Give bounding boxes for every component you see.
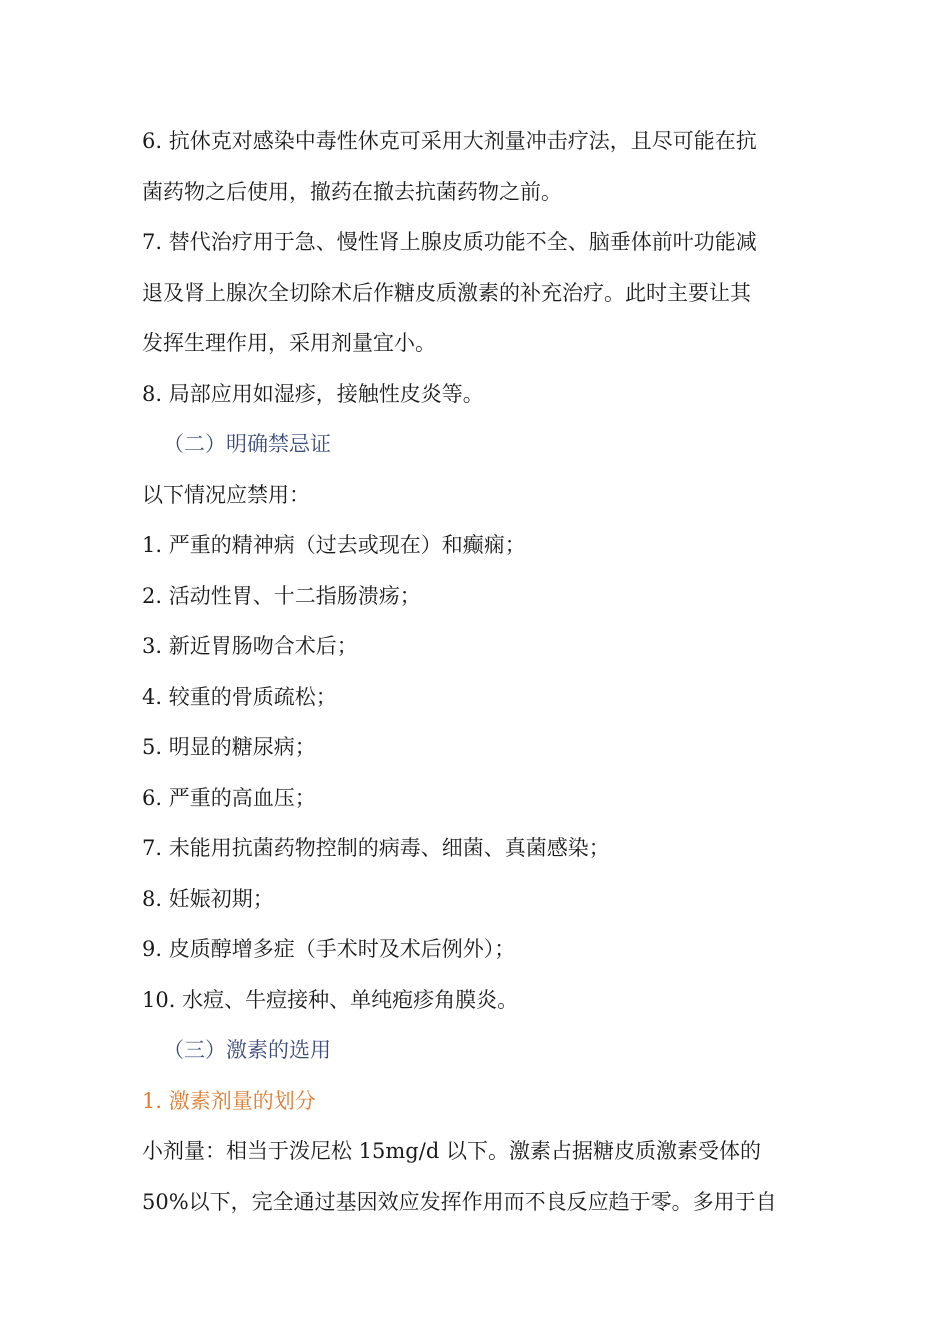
paragraph-line: 以下情况应禁用：: [142, 482, 310, 507]
list-item: 5. 明显的糖尿病；: [142, 735, 316, 759]
list-item: 7. 未能用抗菌药物控制的病毒、细菌、真菌感染；: [142, 836, 610, 860]
paragraph-line: 8. 局部应用如湿疹，接触性皮炎等。: [142, 381, 484, 406]
section-heading-hormone-selection: （三）激素的选用: [163, 1038, 331, 1062]
list-item: 1. 严重的精神病（过去或现在）和癫痫；: [142, 533, 526, 557]
paragraph-line: 50%以下，完全通过基因效应发挥作用而不良反应趋于零。多用于自: [142, 1189, 777, 1214]
paragraph-line: 发挥生理作用，采用剂量宜小。: [142, 331, 436, 355]
paragraph-line: 菌药物之后使用，撤药在撤去抗菌药物之前。: [142, 179, 562, 204]
list-item: 10. 水痘、牛痘接种、单纯疱疹角膜炎。: [142, 987, 519, 1012]
document-body: [142, 116, 810, 1227]
subsection-heading-dose-classification: 1. 激素剂量的划分: [142, 1088, 316, 1113]
section-heading-contraindications: （二）明确禁忌证: [163, 432, 331, 456]
paragraph-line: 6. 抗休克对感染中毒性休克可采用大剂量冲击疗法，且尽可能在抗: [142, 129, 757, 153]
list-item: 2. 活动性胃、十二指肠溃疡；: [142, 583, 421, 608]
list-item: 6. 严重的高血压；: [142, 785, 316, 810]
paragraph-line: 小剂量：相当于泼尼松 15mg/d 以下。激素占据糖皮质激素受体的: [142, 1139, 761, 1163]
list-item: 4. 较重的骨质疏松；: [142, 684, 337, 709]
list-item: 8. 妊娠初期；: [142, 886, 274, 911]
list-item: 3. 新近胃肠吻合术后；: [142, 634, 358, 658]
paragraph-line: 7. 替代治疗用于急、慢性肾上腺皮质功能不全、脑垂体前叶功能减: [142, 230, 757, 254]
list-item: 9. 皮质醇增多症（手术时及术后例外）；: [142, 937, 516, 961]
paragraph-line: 退及肾上腺次全切除术后作糖皮质激素的补充治疗。此时主要让其: [142, 280, 751, 305]
